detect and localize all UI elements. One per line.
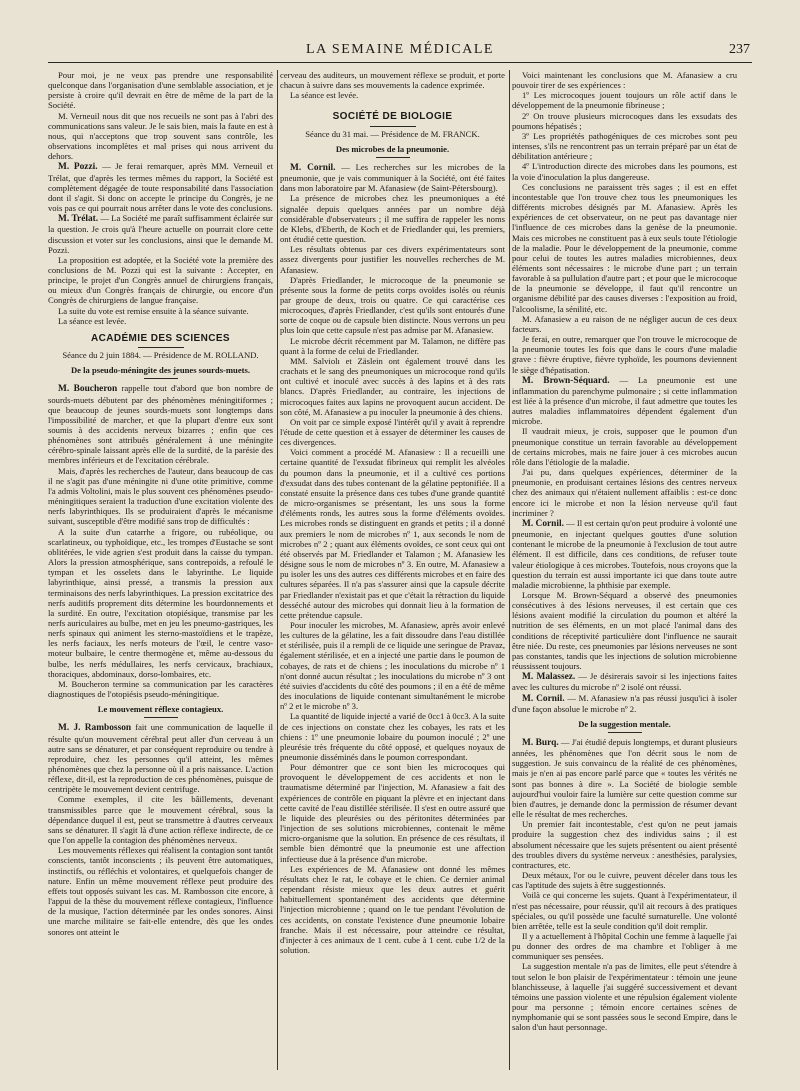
paragraph: M. Afanasiew a eu raison de ne négliger aucun de ces deux facteurs. [512, 313, 737, 334]
paragraph: Ces conclusions ne paraissent très sages ; il est en effet incontestable que l'on trouve chez tous les pneumoniques les différents microbes désignés par M. Afanasiew. Après les expériences de cet observateur, on ne peut pas davantage nier l'influence de ces microbes dans la genèse de la pneumonie. Mais ces microbes ne constituent pas à eux seuls toute l'étiologie de la maladie. Pour le développement de la pneumonie, comme pour celui de toutes les autres maladies microbiennes, deux éléments sont nécessaires : le microbe d'une part ; un terrain favorable à sa pullulation d'autre part ; et pour que le microcoque de la pneumonie se développe, il faut qu'il rencontre un organisme débilité par des causes diverses : l'exposition au froid, l'alcoolisme, la sénilité, etc. [512, 181, 737, 314]
section-heading: SOCIÉTÉ DE BIOLOGIE [280, 112, 505, 126]
paragraph: Pour inoculer les microbes, M. Afanasiew, après avoir enlevé les cultures de la gélatine, les a fait dissoudre dans l'eau distillée et stérilisée, puis il a rempli de ce liquide une seringue de Pravaz, également stérilisée, et en a injecté une partie dans le poumon de cobayes, de rats et de chiens ; les inoculations du microbe nº 1 n'ont donné aucun résultat ; les inoculations du microbe nº 3 ont été suivies d'accidents du côté des poumons ; il en a été de même des inoculations de liquide contenant simultanément le microbe nº 2 et le microbe nº 3. [280, 619, 505, 712]
paragraph: J'ai pu, dans quelques expériences, déterminer de la pneumonie, en produisant certaines lésions des centres nerveux chez des animaux qui n'étaient nullement affaiblis : est-ce donc encore ici le microbe et non la lésion nerveuse qu'il faut incriminer ? [512, 467, 737, 518]
paragraph: Voici maintenant les conclusions que M. Afanasiew a cru pouvoir tirer de ses expériences : [512, 70, 737, 91]
speaker-name: M. Burq. [522, 738, 559, 748]
paragraph: Le microbe décrit récemment par M. Talamon, ne diffère pas quant à la forme de celui de Friedlander. [280, 335, 505, 356]
paragraph: Un premier fait incontestable, c'est qu'on ne peut jamais produire la suggestion chez des individus sains ; il est absolument nécessaire que les sujets présentent ou aient présenté des troubles divers du système nerveux : anesthésies, paralysies, contractures, etc. [512, 819, 737, 870]
paragraph: Deux métaux, l'or ou le cuivre, peuvent déceler dans tous les cas l'aptitude des sujets à être suggestionnés. [512, 870, 737, 891]
speaker-name: M. Boucheron [58, 384, 118, 395]
speaker-name: M. Cornil. [290, 162, 336, 173]
speaker-name: M. J. Rambosson [58, 723, 132, 734]
paragraph [512, 375, 737, 427]
paragraph-text: — Je désirerais savoir si les injections faites avec les cultures du microbe nº 2 isolé ont réussi. [512, 671, 737, 693]
section-heading: ACADÉMIE DES SCIENCES [48, 334, 273, 348]
paragraph: Je ferai, en outre, remarquer que l'on trouve le microcoque de la pneumonie toutes les fois que dans le cours d'une maladie grave : fièvre éruptive, fièvre typhoïde, les poumons deviennent le siège d'hépatisation. [512, 334, 737, 375]
column-2 [280, 70, 505, 1080]
paragraph: 3º Les propriétés pathogéniques de ces microbes sont peu intenses, s'ils ne rencontrent pas un terrain préparé par un état de débilitation antérieure ; [512, 130, 737, 162]
paragraph [48, 161, 273, 213]
paragraph [512, 518, 737, 590]
paragraph-text: — M. Afanasiew n'a pas réussi jusqu'ici à isoler d'une façon absolue le microbe nº 2. [512, 692, 737, 714]
paragraph [512, 671, 737, 692]
paragraph [48, 383, 273, 465]
paragraph-text: rappelle tout d'abord que bon nombre de sourds-muets débutent par des phénomènes méningitiformes ; que beaucoup de jeunes sourds-muets sont longtemps dans l'impossibilité de marcher, et que la plupart d'entre eux sont soumis à des accidents nerveux bizarres ; enfin que ces phénomènes sont attribués généralement à une méningite cérébro-spinale laissant après elle de la surdité, de la parésie des membres inférieurs et de l'excitation cérébrale. [48, 383, 273, 466]
subsection-heading: Le mouvement réflexe contagieux. [48, 704, 273, 718]
paragraph: Il vaudrait mieux, je crois, supposer que le poumon d'un pneumonique constitue un terrain favorable au développement de certains microbes, mais ne faire jouer à ces microbes aucun rôle dans l'étiologie de la maladie. [512, 426, 737, 467]
paragraph: Les mouvements réflexes qui réalisent la contagion sont tantôt conscients, tantôt inconscients ; ils peuvent être automatiques, instinctifs, ou réfléchis et volontaires, et quelquefois changer de nature. Enfin un même mouvement réflexe peut produire des effets tout opposés suivant les cas. M. Rambosson cite encore, à l'appui de la thèse du mouvement réflexe contagieux, l'influence de la musique, l'action déterminée par les ondes sonores. Ainsi une marche militaire se fait-elle entendre, dès que les ondes sonores ont atteint le [48, 845, 273, 937]
paragraph-text: — La Société me paraît suffisamment éclairée sur la question. Je crois qu'à l'heure actuelle on pourrait clore cette discussion et voter sur les conclusions, ainsi que le demande M. Pozzi. [48, 213, 273, 255]
speaker-name: M. Cornil. [522, 693, 565, 704]
session-line: Séance du 2 juin 1884. — Présidence de M. ROLLAND. [62, 350, 259, 361]
speaker-name: M. Trélat. [58, 214, 99, 225]
speaker-name: M. Malassez. [522, 672, 576, 683]
paragraph: Pour démontrer que ce sont bien les microcoques qui provoquent le développement de ces accidents et non le traumatisme déterminé par l'injection, M. Afanasiew a fait des expériences de contrôle en piquant la plèvre et en injectant dans cette cavité de l'eau distillée stérilisée. Il s'est en outre assuré que le liquide des pleurésies ou des péritonites déterminées par l'injection de ses solutions microbiennes, contenait le même micro-organisme que la solution. En présence de ces résultats, il semble bien démontré que la pneumonie est une affection infectieuse due à la présence d'un microbe. [280, 762, 505, 864]
paragraph: 2º On trouve plusieurs microcoques dans les exsudats des poumons hépatisés ; [512, 110, 737, 131]
paragraph [48, 722, 273, 794]
paragraph: M. Boucheron termine sa communication par les caractères diagnostiques de l'otopiésis pseudo-méningitique. [48, 678, 273, 700]
paragraph: Il y a actuellement à l'hôpital Cochin une femme à laquelle j'ai pu donner des ordres de ma chambre et l'obliger à me communiquer ses pensées. [512, 930, 737, 962]
column-divider [509, 70, 510, 1070]
paragraph: La séance est levée. [290, 90, 359, 101]
paragraph: Pour moi, je ne veux pas prendre une responsabilité quelconque dans l'organisation d'une semblable association, et je persiste à croire qu'il devrait en être de même de la part de la Société. [48, 70, 273, 111]
paragraph [48, 213, 273, 255]
paragraph: 1º Les microcoques jouent toujours un rôle actif dans le développement de la pneumonie fibrineuse ; [512, 90, 737, 111]
speaker-name: M. Cornil. [522, 518, 564, 529]
paragraph: Voici comment a procédé M. Afanasiew : Il a recueilli une certaine quantité de l'exsudat fibrineux qui remplit les alvéoles du poumon dans la pneumonie, et il a cultivé ces portions d'exsudat dans des tubes contenant de la gélatine peptonifiée. Il a constaté ensuite la présence dans ces tubes d'une grande quantité de micro-organismes se présentant, les uns sous la forme d'éléments ronds, les autres sous la forme d'éléments ovoïdes. Les microbes ronds se distinguent en grands et petits ; il a donné aux premiers le nom de microbes nº 1, aux seconds le nom de microbes nº 2 ; quant aux éléments ovoïdes, ce sont ceux qui ont été observés par M. Friedlander et Talamon ; M. Afanasiew les désigne sous le nom de microbes nº 3. En outre, M. Afanasiew a pu isoler les uns des autres ces différents microbes et en faire des cultures séparées. Il n'a pas s'assurer ainsi que la capsule décrite par Friedlander n'existait pas et que c'était la rétraction du liquide desséché autour des microbes qui donnait lieu à la formation de cette prétendue capsule. [280, 447, 505, 620]
page-number: 237 [729, 42, 750, 57]
journal-title: LA SEMAINE MÉDICALE [306, 42, 494, 57]
columns [48, 70, 752, 1080]
paragraph: M. Verneuil nous dit que nos recueils ne sont pas à l'abri des communications sans valeur. Je le sais bien, mais la faute en est à nous, qui n'acceptons que trop souvent sans contrôle, les observations incomplètes et mal prises qui nous arrivent du dehors. [48, 110, 273, 162]
paragraph [512, 737, 737, 819]
paragraph-text: — Je ferai remarquer, après MM. Verneuil et Trélat, que d'après les termes mêmes du rapport, la Société est complètement dégagée de toute responsabilité dans l'association dont il s'agit. Si donc on accepte le principe du Congrès, je ne vois pas ce qui pourrait nous arrêter dans le vote des conclusions. [48, 161, 273, 214]
paragraph: Lorsque M. Brown-Séquard a observé des pneumonies consécutives à des lésions nerveuses, il est certain que ces lésions avaient modifié la circulation du poumon et altéré la nutrition de ses éléments, en un mot placé l'animal dans des conditions de réceptivité particulière dont l'influence ne saurait être niée. Du reste, ces pneumonies par lésions nerveuses ne sont pas constantes, tandis que les injections de solution microbienne réussissent toujours. [512, 589, 737, 672]
paragraph [280, 162, 505, 193]
column-1 [48, 70, 273, 1080]
subsection-heading: Des microbes de la pneumonie. [280, 144, 505, 158]
paragraph: D'après Friedlander, le microcoque de la pneumonie se présente sous la forme de petits corps ovoïdes isolés ou réunis par groupe de deux, trois ou quatre. Ce qui caractérise ces microcoques, d'après Friedlander, c'est qu'ils sont entourés d'une sorte de coque ou de capsule bien distincte. Nous verrons un peu plus loin que cette capsule n'est pas admise par M. Afanasiew. [280, 274, 505, 336]
paragraph-text: — Les recherches sur les microbes de la pneumonie, que je vais communiquer à la Société, ont été faites dans mon laboratoire par M. Afanasiew (de Saint-Pétersbourg). [280, 161, 505, 194]
subsection-heading: De la suggestion mentale. [512, 719, 737, 733]
paragraph-text: — La pneumonie est une inflammation du parenchyme pulmonaire ; si cette inflammation est liée à la présence d'un microbe, il faut admettre que toutes les autres maladies inflammatoires dépendent également d'un microbe. [512, 374, 737, 427]
paragraph: La suite du vote est remise ensuite à la séance suivante. [58, 305, 249, 316]
paragraph: Mais, d'après les recherches de l'auteur, dans beaucoup de cas il ne s'agit pas d'une méningite ni d'une otite primitive, comme l'a admis Voltolini, mais le plus souvent ces phénomènes pseudo-méningitiques seraient la traduction d'une excitation violente des nerfs labyrinthiques. Ils se produiraient d'après le mécanisme suivant, susceptible d'être modifié sans trop de difficultés : [48, 465, 273, 527]
paragraph: cerveau des auditeurs, un mouvement réflexe se produit, et porte chacun à suivre dans ses mouvements la cadence exprimée. [280, 70, 505, 91]
column-divider [277, 70, 278, 1070]
column-3 [512, 70, 737, 1080]
paragraph-text: — J'ai étudié depuis longtemps, et durant plusieurs années, les phénomènes que l'on décrit sous le nom de suggestion. Je suis convaincu de la réalité de ces phénomènes, mais je n'en ai pas encore parlé parce que « toutes les vérités ne sont pas bonnes à dire ». La Société de biologie semble aujourd'hui vouloir faire la lumière sur cette question comme sur bien d'autres, je demande donc la permission de résumer devant elle le résultat de mes recherches. [512, 737, 737, 820]
subsection-heading: De la pseudo-méningite des jeunes sourds-muets. [48, 365, 273, 379]
paragraph: Les expériences de M. Afanasiew ont donné les mêmes résultats chez le rat, le cobaye et le chien. Ce dernier animal cependant résiste mieux que les deux autres et guérit habituellement spontanément des accidents que détermine l'injection microbienne ; quand on le tue pendant l'évolution de ces accidents, on constate l'existence d'une pneumonie lobaire franche. Mais il est nécessaire, pour atteindre ce résultat, d'injecter à ces animaux de 1 cent. cube à 1 cent. cube 1/2 de la solution. [280, 863, 505, 955]
session-line: Séance du 31 mai. — Présidence de M. FRANCK. [305, 128, 480, 139]
paragraph-text: — Il est certain qu'on peut produire à volonté une pneumonie, en injectant quelques gouttes d'une solution contenant le microbe de la pneumonie à l'exclusion de tout autre élément. Il est difficile, dans ces conditions, de refuser toute valeur étiologique à ces microbes. Toutefois, nous croyons que la question du terrain est aussi importante ici que dans toute autre maladie microbienne, la phthisie par exemple. [512, 517, 737, 590]
paragraph: MM. Salviolı et Zäslein ont également trouvé dans les crachats et le sang des pneumoniques un microcoque rond qu'ils ont cultivé et inoculé avec succès à des lapins et à des rats blancs. D'après Friedlander, au contraire, les injections de microcoques faites aux lapins ne provoquent aucun accident. De son côté, M. Afanasiew a pu inoculer la pneumonie à des chiens. [280, 355, 505, 417]
paragraph-text: fait une communication de laquelle il résulte qu'un mouvement cérébral peut aller d'un cerveau à un autre sans se dénaturer, et par conséquent reproduire ou tendre à reproduire, chez les personnes qu'il atteint, les mêmes phénomènes que chez la personne où il a pris naissance. L'action réflexe, dit-il, est la reproduction de ces phénomènes, puisque de centripète le mouvement devient centrifuge. [48, 722, 273, 795]
paragraph: La quantité de liquide injecté a varié de 0cc1 à 0cc3. A la suite de ces injections on constate chez les cobayes, les rats et les chiens : 1º une pneumonie lobaire du poumon inoculé ; 2º une pleurésie très fréquente du côté opposé, et quelques noyaux de pneumonie disséminés dans le poumon correspondant. [280, 711, 505, 762]
page-header [48, 40, 752, 63]
paragraph: On voit par ce simple exposé l'intérêt qu'il y avait à reprendre l'étude de cette question et à essayer de déterminer les causes de ces divergences. [280, 416, 505, 448]
paragraph: La proposition est adoptée, et la Société vote la première des conclusions de M. Pozzi qui est la suivante : Accepter, en principe, le projet d'un Congrès annuel de chirurgiens français, ou mieux d'un Congrès français de chirurgie, ou encore d'un Congrès de chirurgiens de langue française. [48, 254, 273, 306]
speaker-name: M. Pozzi. [58, 162, 98, 173]
paragraph: La présence de microbes chez les pneumoniques a été signalée depuis quelques années par un nombre déjà considérable d'observateurs ; il me suffira de rappeler les noms de Klebs, d'Eberth, de Koch et de Friedlander qui, les premiers, ont étudié cette question. [280, 193, 505, 245]
paragraph [512, 693, 737, 714]
speaker-name: M. Brown-Séquard. [522, 375, 610, 386]
paragraph: La séance est levée. [58, 315, 127, 326]
paragraph: Comme exemples, il cite les bâillements, devenant transmissibles parce que le mouvement cérébral, sous la dépendance duquel il est, peut se transmettre à d'autres cerveaux sans se dénaturer. Il s'agit là d'une action réflexe indirecte, de ce que l'on appelle la contagion des phénomènes nerveux. [48, 794, 273, 846]
paragraph: Les résultats obtenus par ces divers expérimentateurs sont assez divergents pour justifier les nouvelles recherches de M. Afanasiew. [280, 244, 505, 275]
paragraph: A la suite d'un catarrhe a frigore, ou rubéolique, ou scarlatineux, ou typhoïdique, etc., les trompes d'Eustache se sont oblitérées, le vide agrien s'est produit dans la caisse du tympan. Alors la pression atmosphérique, sans contrepoids, a refoulé le tympan et les osselets dans le labyrinthe. Le liquide labyrinthique, ainsi pressé, a transmis la pression aux terminaisons des nerfs labyrinthiques. La pression excitatrice des nerfs auditifs proprement dits détermine les bourdonnements et la surdité. En outre, l'excitation otopiésique, transmise par les nerfs auriculaires au bulbe, met en jeu les pneumo-gastriques, les nerfs spinaux qui animent les sterno-mastoïdiens et le trapèze, les nerfs faciaux, les nerfs moteurs de l'œil, le centre vaso-moteur bulbaire, le centre thermogène et, même au-dessous du bulbe, les nerfs médullaires, les nerfs cervicaux, brachiaux, thoraciques, abdominaux, dorso-lombaires, etc. [48, 526, 273, 679]
paragraph: 4º L'introduction directe des microbes dans les poumons, est la voie d'inoculation la plus dangereuse. [512, 161, 737, 182]
paragraph: Voilà ce qui concerne les sujets. Quant à l'expérimentateur, il n'est pas nécessaire, pour réussir, qu'il ait recours à des pratiques spéciales, ou qu'il possède une faculté surnaturelle. Une volonté bien arrêtée, telle est la seule condition qu'il doit remplir. [512, 890, 737, 931]
paragraph: La suggestion mentale n'a pas de limites, elle peut s'étendre à tout selon le bon plaisir de l'expérimentateur : témoin une jeune blanchisseuse, à laquelle j'ai suggéré successivement et devant témoins une passion violente et une répulsion également violente pour ma personne ; témoin encore certaines scènes de nymphomanie qui se sont passées sous le second Empire, dans le salon d'un haut personnage. [512, 961, 737, 1033]
